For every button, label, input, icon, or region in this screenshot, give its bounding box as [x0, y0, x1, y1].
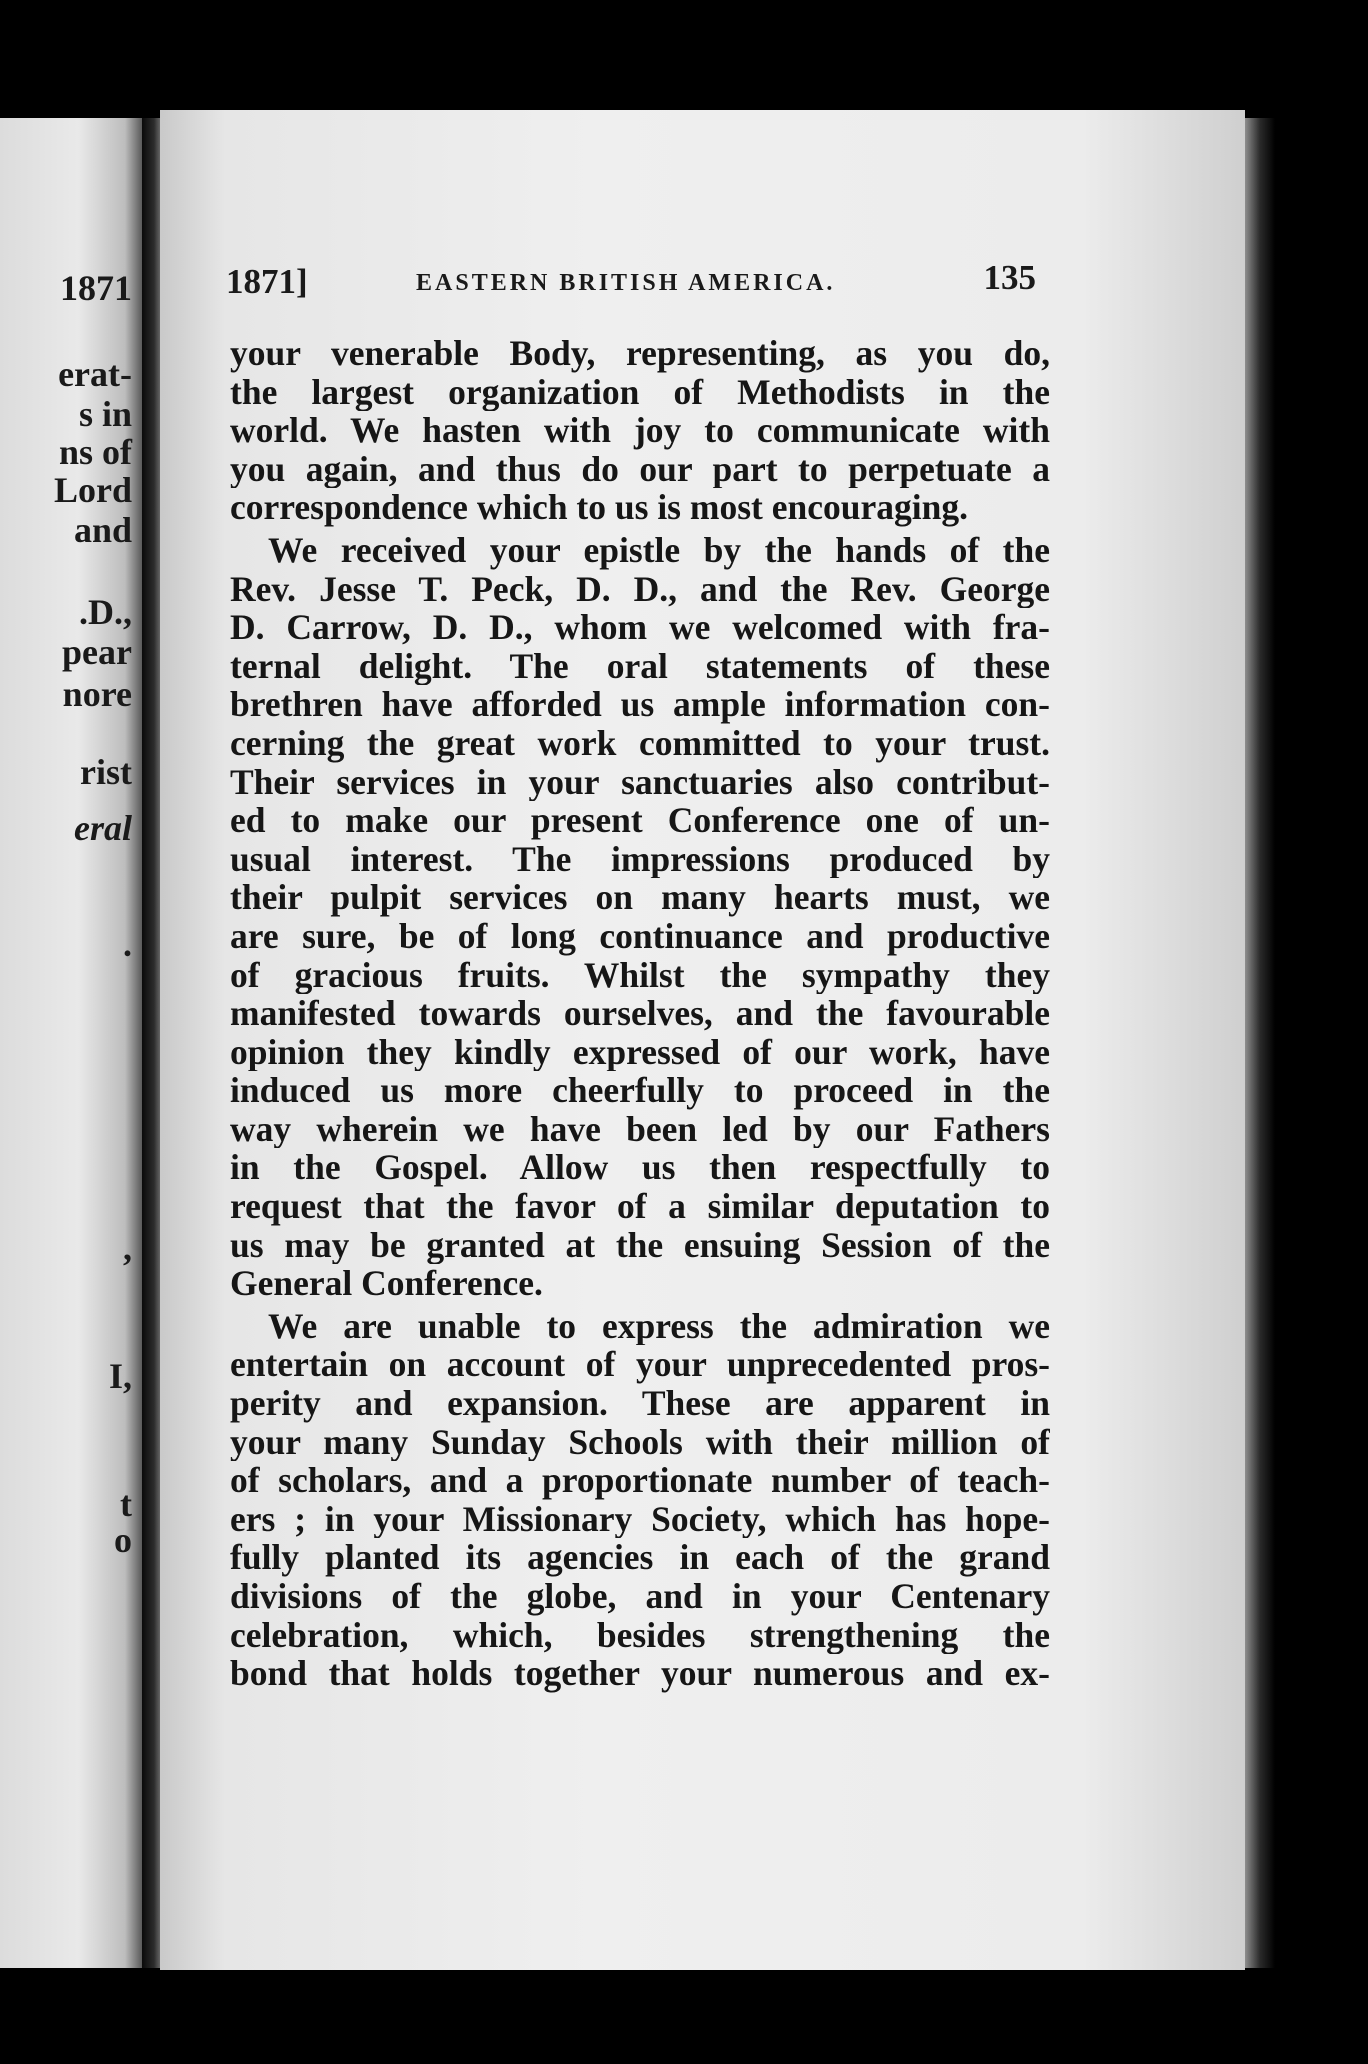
- text-line: opinion they kindly expressed of our work, have: [230, 1032, 1050, 1072]
- text-line: brethren have afforded us ample information con-: [230, 685, 1050, 724]
- text-line: fully planted its agencies in each of the grand: [230, 1538, 1050, 1577]
- text-line: usual interest. The impressions produced by: [230, 839, 1050, 879]
- text-line: us may be granted at the ensuing Session of the: [230, 1225, 1050, 1265]
- text-line: are sure, be of long continuance and productive: [230, 916, 1050, 956]
- text-line: General Conference.: [230, 1264, 543, 1303]
- text-line: the largest organization of Methodists in the: [230, 372, 1050, 412]
- previous-page-line: Lord: [53, 470, 132, 510]
- text-line: divisions of the globe, and in your Centenary: [230, 1577, 1050, 1616]
- text-line: of scholars, and a proportionate number of teach-: [230, 1461, 1050, 1500]
- text-line: request that the favor of a similar deputation to: [230, 1187, 1050, 1226]
- paragraph: [230, 531, 1050, 1303]
- text-line: correspondence which to us is most encouraging.: [230, 488, 968, 527]
- previous-page-line: I,: [108, 1356, 132, 1396]
- previous-page-line: erat-: [58, 354, 132, 394]
- text-line: entertain on account of your unprecedented pros-: [230, 1345, 1050, 1385]
- previous-page-line: .: [123, 924, 132, 964]
- text-line: induced us more cheerfully to proceed in the: [230, 1071, 1050, 1110]
- text-line: you again, and thus do our part to perpetuate a: [230, 449, 1050, 489]
- page-number: 135: [983, 258, 1036, 297]
- text-line: ternal delight. The oral statements of these: [230, 646, 1050, 686]
- text-line: celebration, which, besides strengthening the: [230, 1615, 1050, 1655]
- text-line: ed to make our present Conference one of un-: [230, 801, 1050, 840]
- previous-page-line: rist: [80, 752, 132, 792]
- previous-page-line: t: [120, 1484, 132, 1524]
- previous-page-line: and: [73, 510, 132, 550]
- text-line: D. Carrow, D. D., whom we welcomed with fra-: [230, 608, 1050, 647]
- text-line: cerning the great work committed to your trust.: [230, 723, 1050, 763]
- running-head-year: 1871]: [226, 262, 308, 301]
- page-edge-shadow: [1245, 118, 1275, 1968]
- text-line: their pulpit services on many hearts must, we: [230, 878, 1050, 917]
- text-line: of gracious fruits. Whilst the sympathy they: [230, 955, 1050, 995]
- previous-page-line: pear: [62, 632, 132, 672]
- page-body-text: [230, 334, 1050, 1693]
- previous-page-line: s in: [78, 394, 132, 434]
- previous-page-line: ,: [123, 1228, 132, 1268]
- previous-page-line: nore: [62, 674, 132, 714]
- text-line: your venerable Body, representing, as you do,: [230, 334, 1050, 373]
- text-line: way wherein we have been led by our Fathers: [230, 1109, 1050, 1149]
- book-gutter: [142, 118, 162, 1968]
- text-line: ers ; in your Missionary Society, which has hope-: [230, 1499, 1050, 1539]
- text-line: perity and expansion. These are apparent in: [230, 1384, 1050, 1423]
- text-line: Their services in your sanctuaries also contribut-: [230, 762, 1050, 802]
- previous-page-fragment: [0, 118, 142, 1968]
- text-line: bond that holds together your numerous and ex-: [230, 1654, 1050, 1693]
- previous-page-line: 1871: [60, 268, 132, 308]
- text-line: We received your epistle by the hands of the: [268, 530, 1050, 570]
- text-line: We are unable to express the admiration we: [268, 1306, 1050, 1346]
- text-line: your many Sunday Schools with their million of: [230, 1422, 1050, 1462]
- paragraph: [230, 334, 1050, 527]
- previous-page-line: o: [114, 1520, 132, 1560]
- previous-page-line: .D.,: [79, 592, 132, 632]
- running-head-title: EASTERN BRITISH AMERICA.: [416, 270, 836, 296]
- paragraph: [230, 1307, 1050, 1693]
- text-line: manifested towards ourselves, and the favourable: [230, 994, 1050, 1033]
- text-line: in the Gospel. Allow us then respectfully to: [230, 1148, 1050, 1188]
- running-head: [226, 258, 1036, 312]
- previous-page-line: ns of: [58, 432, 132, 472]
- text-line: Rev. Jesse T. Peck, D. D., and the Rev. George: [230, 569, 1050, 609]
- previous-page-line: eral: [74, 808, 132, 848]
- text-line: world. We hasten with joy to communicate with: [230, 411, 1050, 450]
